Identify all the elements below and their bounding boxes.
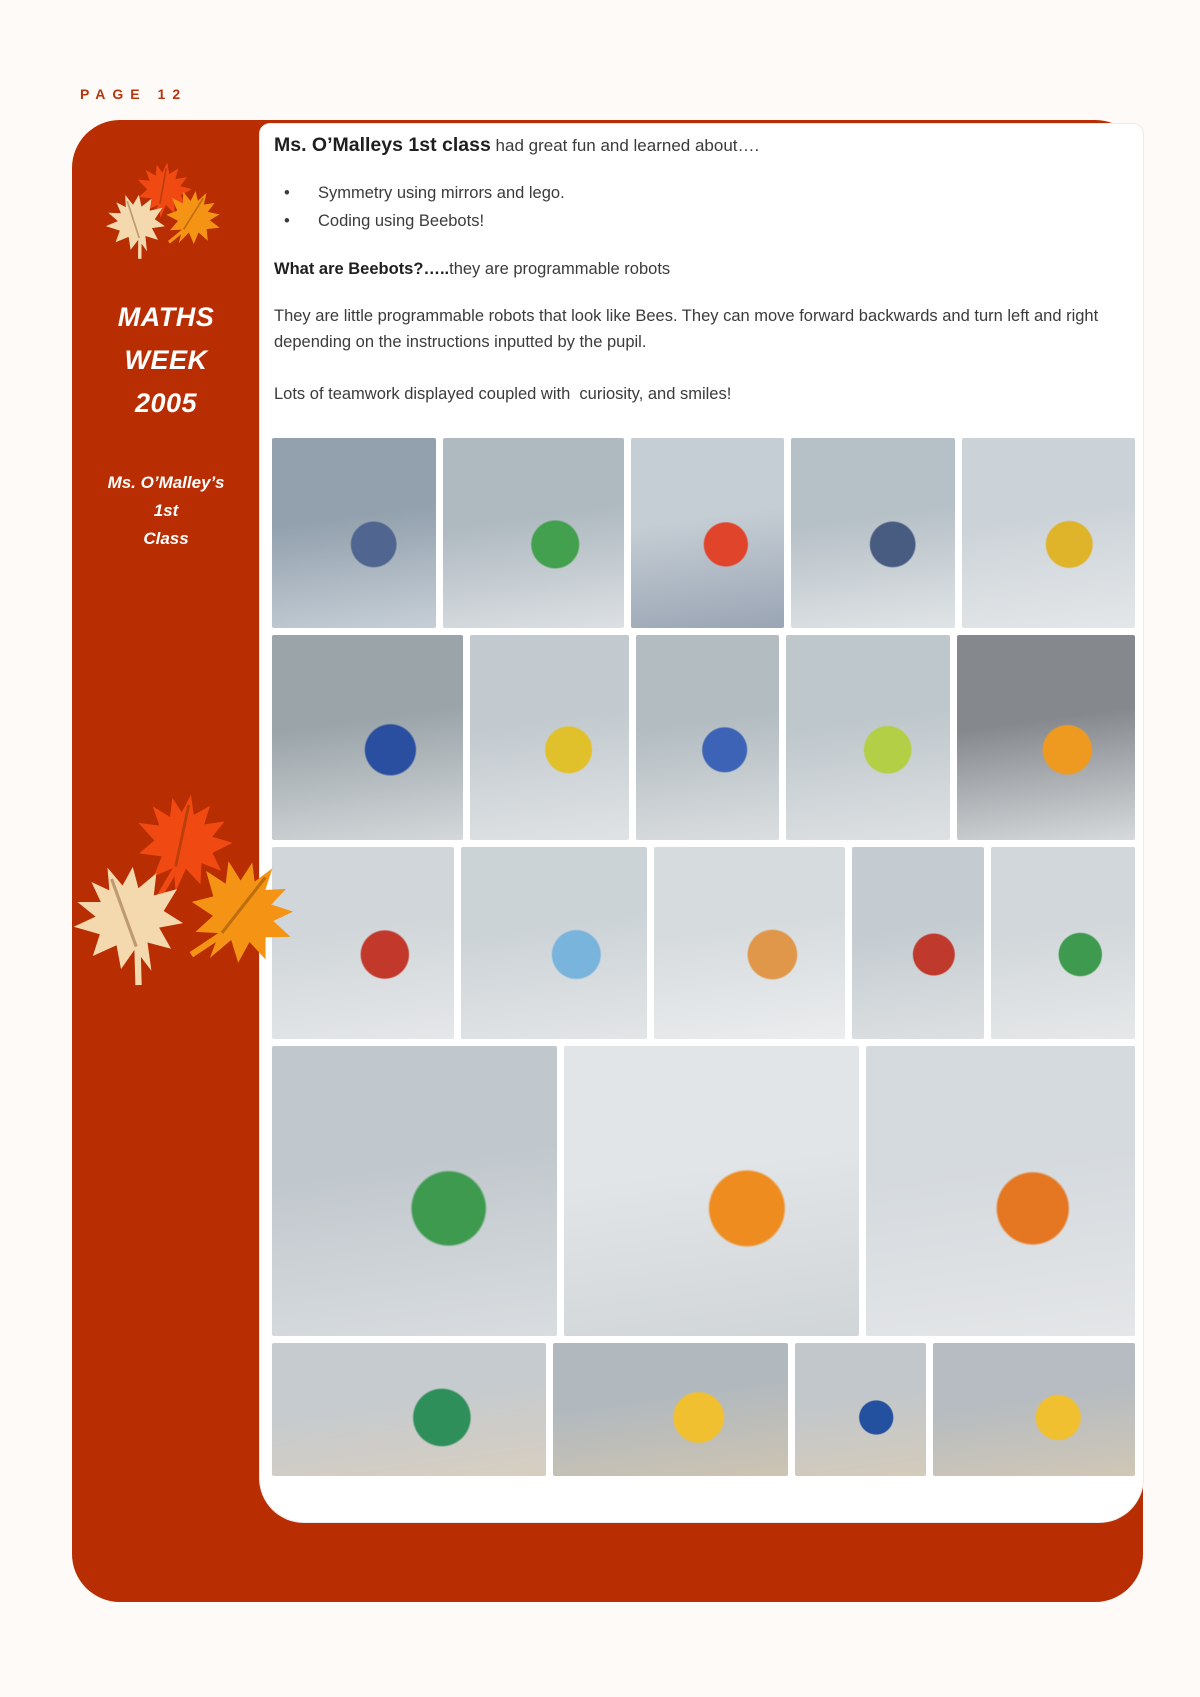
intro-rest: had great fun and learned about…. — [495, 136, 760, 155]
sidebar-title-line: WEEK — [124, 345, 208, 375]
sidebar-subtitle-line: Class — [143, 529, 189, 548]
photo — [272, 1343, 546, 1476]
photo — [553, 1343, 789, 1476]
photo-row — [272, 635, 1135, 840]
topic-item: • Symmetry using mirrors and lego. — [284, 184, 1143, 203]
photo — [791, 438, 955, 628]
photo-row — [272, 847, 1135, 1039]
photo-row — [272, 438, 1135, 628]
sidebar-title-line: MATHS — [117, 302, 215, 332]
autumn-leaves-small-icon — [100, 160, 232, 278]
topic-item: • Coding using Beebots! — [284, 212, 1143, 231]
content-panel — [260, 124, 1143, 1522]
beebots-question: What are Beebots?….. — [274, 260, 450, 278]
photo — [962, 438, 1135, 628]
photo — [654, 847, 845, 1039]
photo — [636, 635, 779, 840]
sidebar-title — [72, 296, 260, 425]
photo — [795, 1343, 926, 1476]
teamwork-line: Lots of teamwork displayed coupled with curiosity, and smiles! — [274, 385, 732, 404]
sidebar-subtitle — [72, 469, 260, 553]
photo — [957, 635, 1135, 840]
page-number-label: PAGE 12 — [80, 86, 188, 102]
photo — [272, 1046, 557, 1336]
beebots-question-line — [274, 260, 1125, 279]
photo — [786, 635, 950, 840]
sidebar-subtitle-line: Ms. O’Malley’s — [107, 473, 225, 492]
beebots-answer: they are programmable robots — [449, 260, 671, 278]
photo — [272, 438, 436, 628]
photo — [933, 1343, 1135, 1476]
photo — [443, 438, 624, 628]
photo — [470, 635, 629, 840]
beebots-description: They are little programmable robots that look like Bees. They can move forward backwards and turn left and right depending on the instructions inputted by the pupil. — [274, 307, 1099, 351]
sidebar-title-line: 2005 — [134, 388, 198, 418]
photo — [461, 847, 647, 1039]
topics-list — [284, 184, 1143, 231]
photo — [631, 438, 784, 628]
photo — [564, 1046, 859, 1336]
photo — [852, 847, 983, 1039]
photo-row — [272, 1046, 1135, 1336]
intro-line — [274, 134, 1125, 157]
photo-collage — [272, 438, 1135, 1476]
intro-class-name: Ms. O’Malleys 1st class — [274, 134, 491, 156]
photo — [866, 1046, 1135, 1336]
photo — [991, 847, 1135, 1039]
sidebar — [72, 160, 260, 1642]
sidebar-subtitle-line: 1st — [153, 501, 179, 520]
autumn-leaves-large-icon — [62, 790, 308, 1030]
photo-row — [272, 1343, 1135, 1476]
